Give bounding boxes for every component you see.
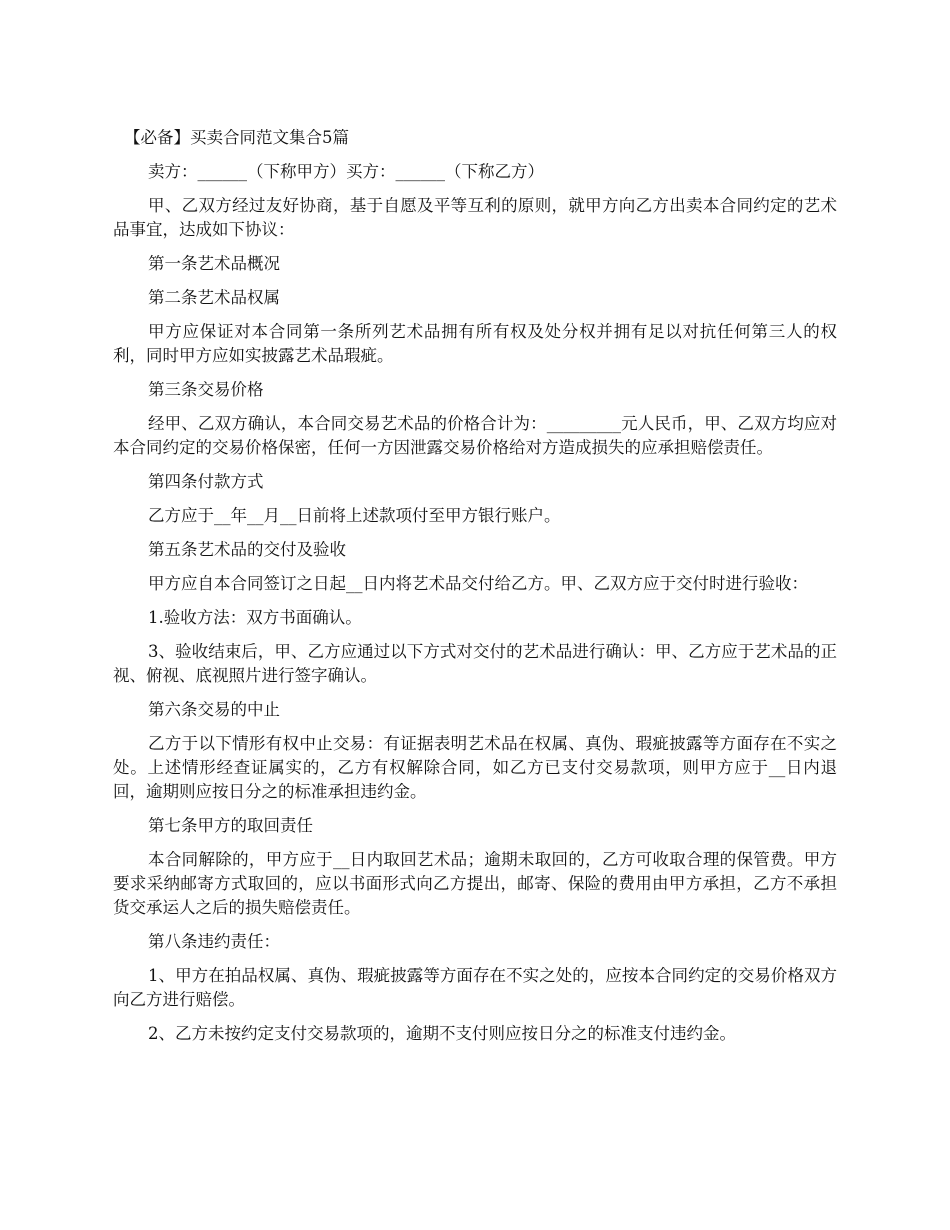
paragraph-article-8-item-1: 1、甲方在拍品权属、真伪、瑕疵披露等方面存在不实之处的，应按本合同约定的交易价格双方向乙方进行赔偿。 bbox=[113, 966, 837, 1009]
heading-article-2: 第二条艺术品权属 bbox=[148, 288, 280, 307]
paragraph-article-8-item-2: 2、乙方未按约定支付交易款项的，逾期不支付则应按日分之的标准支付违约金。 bbox=[148, 1024, 736, 1043]
paragraph-article-4: 乙方应于__年__月__日前将上述款项付至甲方银行账户。 bbox=[148, 506, 561, 525]
heading-article-4: 第四条付款方式 bbox=[148, 472, 264, 491]
paragraph-article-5-item-1: 1.验收方法：双方书面确认。 bbox=[148, 608, 362, 627]
paragraph-article-2: 甲方应保证对本合同第一条所列艺术品拥有所有权及处分权并拥有足以对抗任何第三人的权利，同时甲方应如实披露艺术品瑕疵。 bbox=[113, 322, 837, 365]
paragraph-article-5-item-3: 3、验收结束后，甲、乙方应通过以下方式对交付的艺术品进行确认：甲、乙方应于艺术品的正视、俯视、底视照片进行签字确认。 bbox=[113, 642, 837, 685]
paragraph-seller-buyer: 卖方：______（下称甲方）买方：______（下称乙方） bbox=[148, 162, 544, 181]
paragraph-preamble: 甲、乙双方经过友好协商，基于自愿及平等互利的原则，就甲方向乙方出卖本合同约定的艺术品事宜，达成如下协议： bbox=[113, 196, 837, 239]
heading-article-3: 第三条交易价格 bbox=[148, 380, 264, 399]
document-title: 【必备】买卖合同范文集合5篇 bbox=[124, 128, 349, 147]
paragraph-article-3: 经甲、乙双方确认，本合同交易艺术品的价格合计为：_________元人民币，甲、乙双方均应对本合同约定的交易价格保密，任何一方因泄露交易价格给对方造成损失的应承担赔偿责任。 bbox=[113, 414, 837, 457]
document-body bbox=[113, 126, 837, 1056]
heading-article-6: 第六条交易的中止 bbox=[148, 700, 280, 719]
heading-article-8: 第八条违约责任： bbox=[148, 932, 280, 951]
heading-article-5: 第五条艺术品的交付及验收 bbox=[148, 540, 346, 559]
paragraph-article-7: 本合同解除的，甲方应于__日内取回艺术品；逾期未取回的，乙方可收取合理的保管费。甲方要求采纳邮寄方式取回的，应以书面形式向乙方提出，邮寄、保险的费用由甲方承担，乙方不承担货交承运人之后的损失赔偿责任。 bbox=[113, 850, 837, 917]
heading-article-1: 第一条艺术品概况 bbox=[148, 254, 280, 273]
paragraph-article-5: 甲方应自本合同签订之日起__日内将艺术品交付给乙方。甲、乙双方应于交付时进行验收： bbox=[148, 574, 808, 593]
paragraph-article-6: 乙方于以下情形有权中止交易：有证据表明艺术品在权属、真伪、瑕疵披露等方面存在不实之处。上述情形经查证属实的，乙方有权解除合同，如乙方已支付交易款项，则甲方应于__日内退回，逾期则应按日分之的标准承担违约金。 bbox=[113, 734, 837, 801]
heading-article-7: 第七条甲方的取回责任 bbox=[148, 816, 313, 835]
